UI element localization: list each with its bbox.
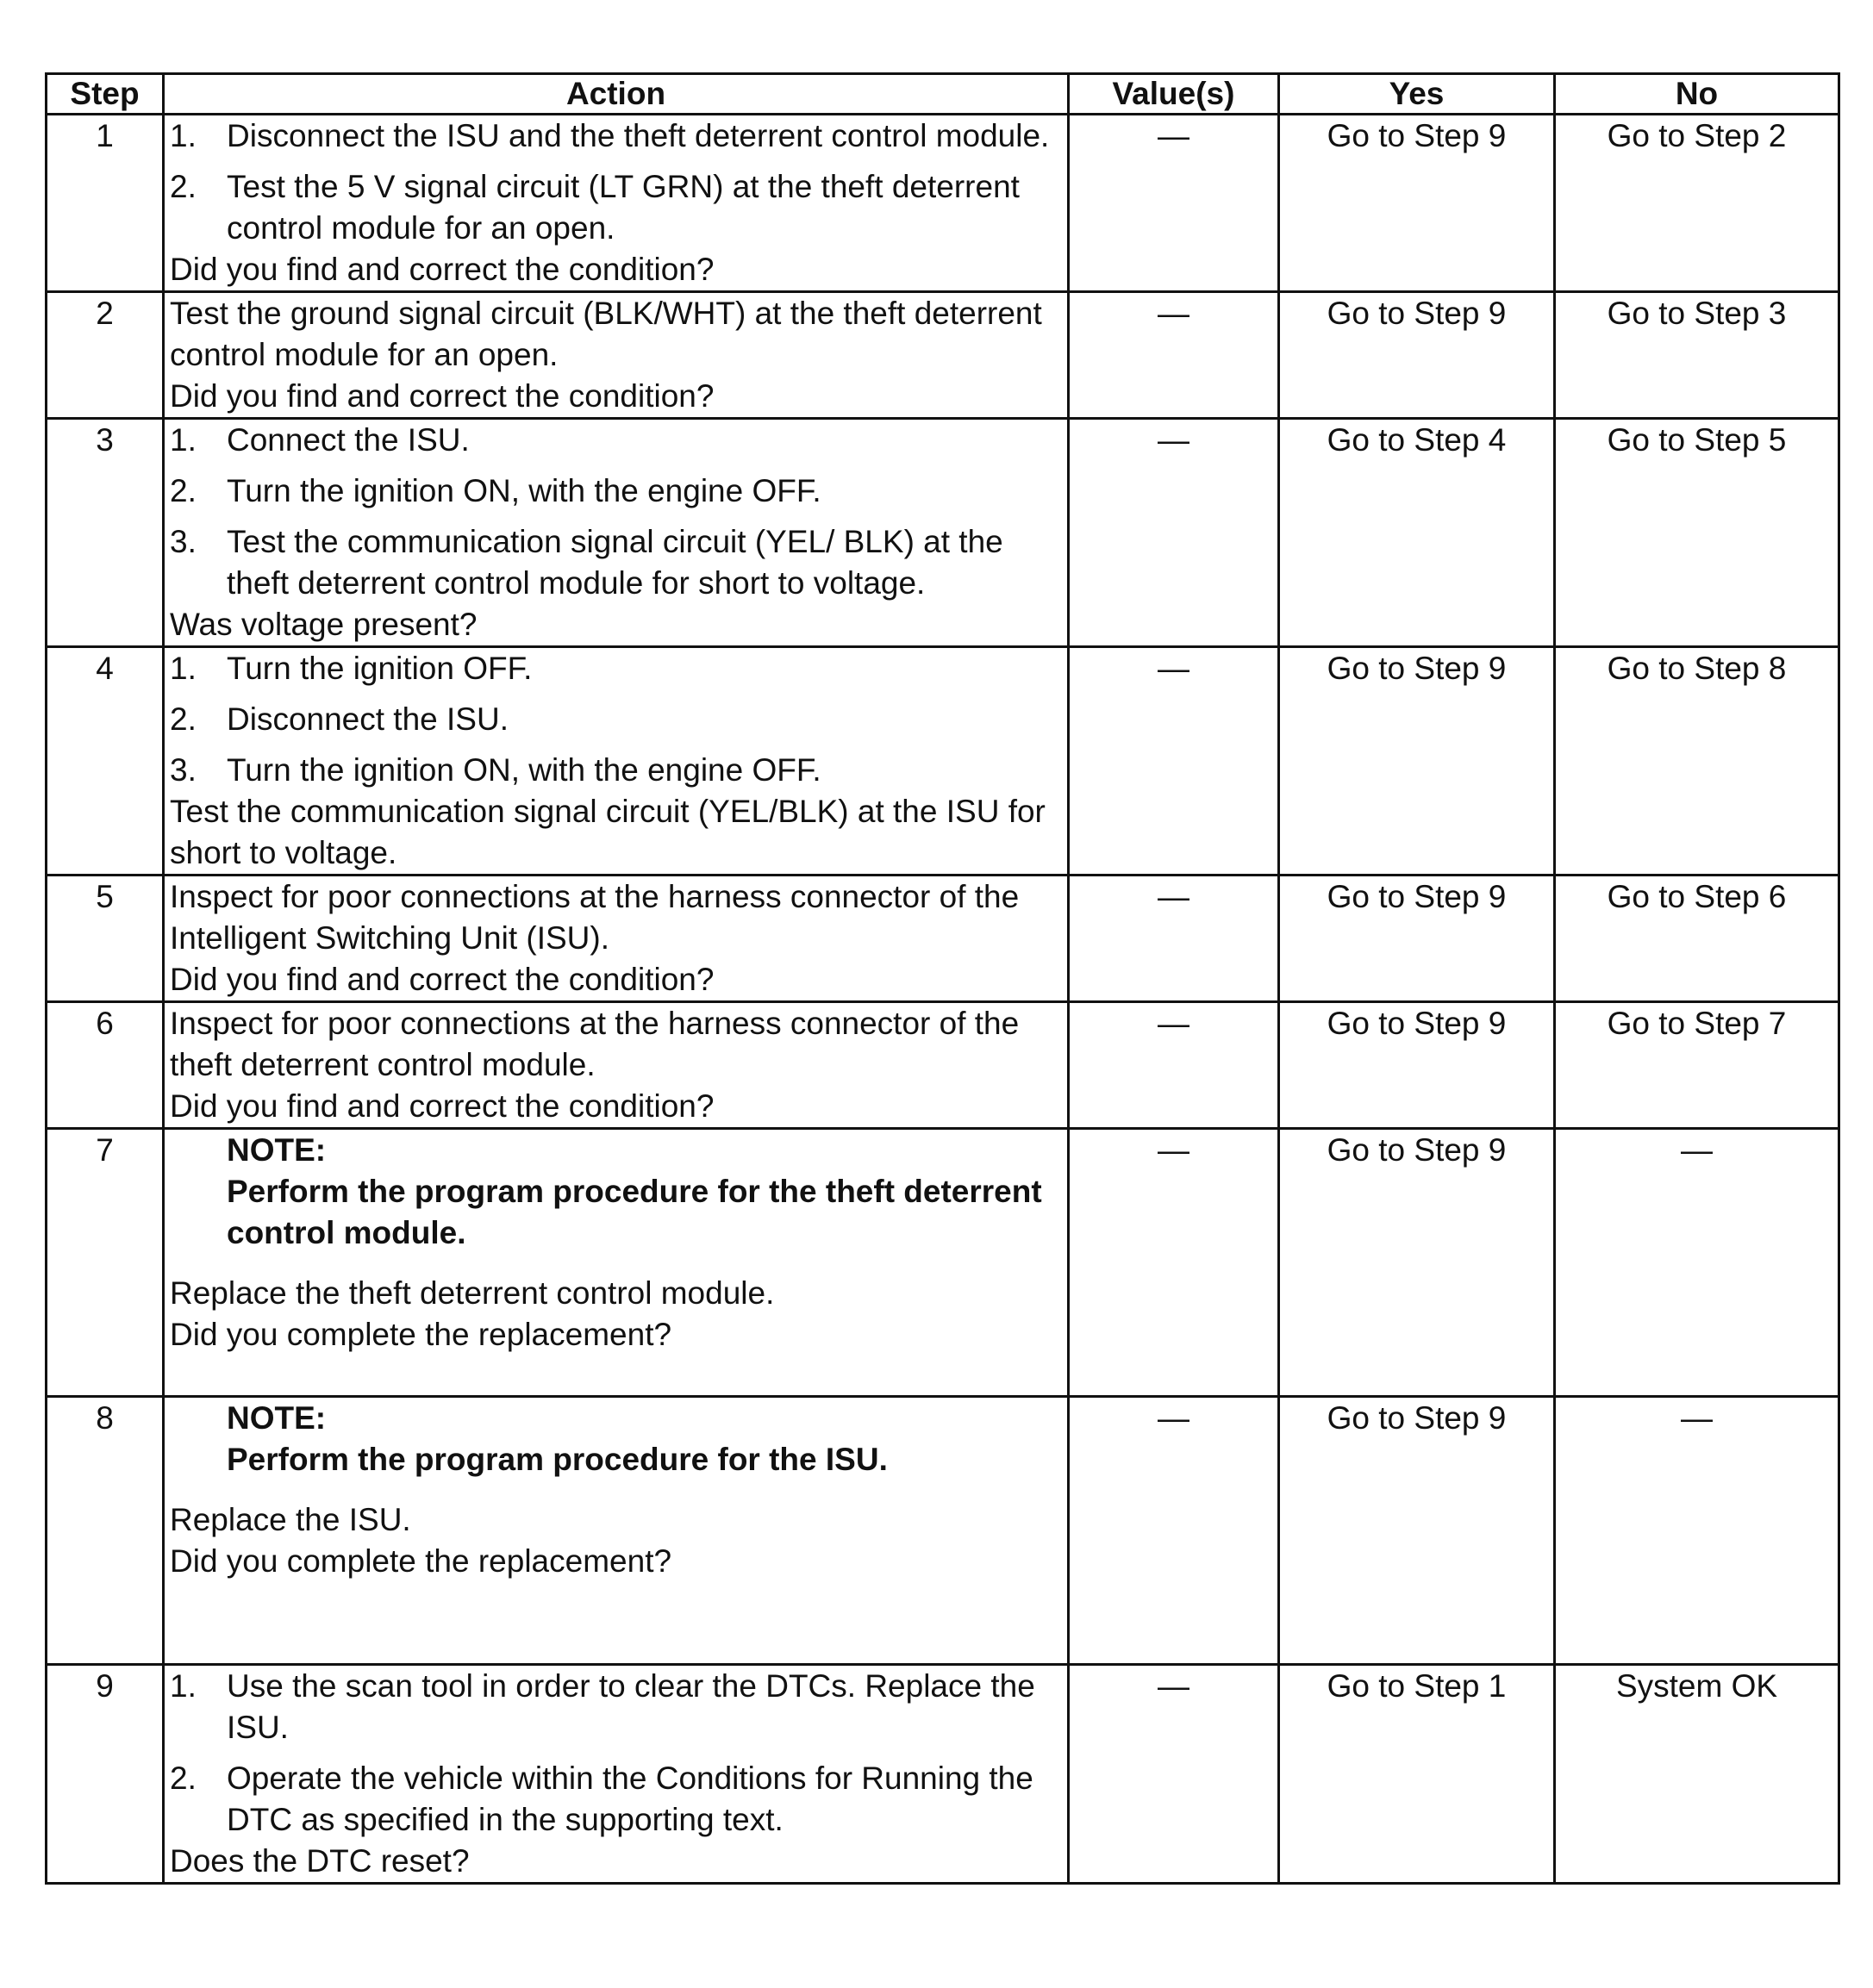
action-item-text: Disconnect the ISU. [227,701,509,737]
no-cell: Go to Step 8 [1555,647,1839,876]
action-item [170,1666,1062,1748]
action-item [170,420,1062,461]
table-row [47,115,1839,292]
value-cell: — [1069,1665,1279,1884]
action-item-number: 3. [170,752,197,788]
table-row [47,1002,1839,1129]
value-cell: — [1069,647,1279,876]
action-item-number: 2. [170,1761,197,1796]
table-row [47,292,1839,419]
table-row [47,876,1839,1002]
value-cell: — [1069,419,1279,647]
header-yes: Yes [1279,74,1555,115]
action-text: Test the ground signal circuit (BLK/WHT) at the theft deterrent control module for an open. [170,296,1042,372]
no-cell: — [1555,1397,1839,1665]
note-block [170,1398,1062,1480]
action-question: Test the communication signal circuit (YEL/BLK) at the ISU for short to voltage. [170,794,1046,870]
action-item-text: Disconnect the ISU and the theft deterrent control module. [227,118,1050,153]
action-question: Did you complete the replacement? [170,1543,672,1579]
note-text: Perform the program procedure for the theft deterrent control module. [227,1174,1042,1250]
action-item-number: 1. [170,651,197,686]
action-cell [164,1002,1069,1129]
action-cell [164,419,1069,647]
action-cell [164,1665,1069,1884]
yes-cell: Go to Step 9 [1279,292,1555,419]
action-item-number: 3. [170,524,197,559]
step-number: 2 [47,292,164,419]
no-cell: Go to Step 5 [1555,419,1839,647]
action-item [170,750,1062,791]
yes-cell: Go to Step 9 [1279,1397,1555,1665]
action-text: Replace the theft deterrent control module. [170,1275,775,1311]
table-row [47,647,1839,876]
step-number: 5 [47,876,164,1002]
diagnostic-table [45,72,1840,1885]
value-cell: — [1069,292,1279,419]
no-cell: — [1555,1129,1839,1397]
action-item-text: Use the scan tool in order to clear the DTCs. Replace the ISU. [227,1668,1035,1745]
action-question: Did you find and correct the condition? [170,378,715,414]
yes-cell: Go to Step 4 [1279,419,1555,647]
action-item [170,471,1062,512]
note-text: Perform the program procedure for the ISU. [227,1442,888,1477]
step-number: 8 [47,1397,164,1665]
yes-cell: Go to Step 9 [1279,876,1555,1002]
no-cell: Go to Step 7 [1555,1002,1839,1129]
step-number: 6 [47,1002,164,1129]
table-row [47,1665,1839,1884]
header-values: Value(s) [1069,74,1279,115]
no-cell: Go to Step 6 [1555,876,1839,1002]
action-question: Did you find and correct the condition? [170,1088,715,1124]
action-item-number: 1. [170,1668,197,1704]
action-item-number: 2. [170,169,197,204]
step-number: 9 [47,1665,164,1884]
step-number: 3 [47,419,164,647]
action-question: Was voltage present? [170,607,478,642]
action-item-number: 2. [170,473,197,508]
yes-cell: Go to Step 1 [1279,1665,1555,1884]
note-label: NOTE: [227,1400,327,1436]
note-block [170,1130,1062,1254]
action-item-text: Turn the ignition ON, with the engine OFF. [227,752,821,788]
note-label: NOTE: [227,1132,327,1168]
no-cell: System OK [1555,1665,1839,1884]
action-cell [164,1129,1069,1397]
action-cell [164,876,1069,1002]
action-question: Did you find and correct the condition? [170,962,715,997]
header-no: No [1555,74,1839,115]
value-cell: — [1069,115,1279,292]
action-text: Inspect for poor connections at the harness connector of the Intelligent Switching Unit (ISU). [170,879,1020,956]
table-row [47,1397,1839,1665]
action-item [170,115,1062,157]
action-item-text: Operate the vehicle within the Conditions for Running the DTC as specified in the supporting text. [227,1761,1033,1837]
step-number: 7 [47,1129,164,1397]
value-cell: — [1069,876,1279,1002]
action-item [170,648,1062,689]
header-step: Step [47,74,164,115]
no-cell: Go to Step 2 [1555,115,1839,292]
action-item-text: Test the 5 V signal circuit (LT GRN) at the theft deterrent control module for an open. [227,169,1020,246]
action-item [170,1758,1062,1841]
no-cell: Go to Step 3 [1555,292,1839,419]
value-cell: — [1069,1397,1279,1665]
action-cell [164,115,1069,292]
yes-cell: Go to Step 9 [1279,115,1555,292]
action-text: Inspect for poor connections at the harness connector of the theft deterrent control module. [170,1006,1020,1082]
yes-cell: Go to Step 9 [1279,1002,1555,1129]
step-number: 4 [47,647,164,876]
table-row [47,1129,1839,1397]
action-item-number: 2. [170,701,197,737]
action-cell [164,1397,1069,1665]
action-item [170,699,1062,740]
action-question: Does the DTC reset? [170,1843,470,1879]
action-question: Did you find and correct the condition? [170,252,715,287]
action-item-text: Turn the ignition ON, with the engine OFF. [227,473,821,508]
table-row [47,419,1839,647]
yes-cell: Go to Step 9 [1279,1129,1555,1397]
action-item [170,521,1062,604]
value-cell: — [1069,1002,1279,1129]
action-item-text: Turn the ignition OFF. [227,651,533,686]
action-question: Did you complete the replacement? [170,1317,672,1352]
diagnostic-table-page [45,72,1838,1885]
action-item-number: 1. [170,422,197,458]
yes-cell: Go to Step 9 [1279,647,1555,876]
action-item [170,166,1062,249]
header-row [47,74,1839,115]
action-cell [164,292,1069,419]
action-item-text: Connect the ISU. [227,422,470,458]
action-item-text: Test the communication signal circuit (YEL/ BLK) at the theft deterrent control module for short to voltage. [227,524,1003,601]
action-cell [164,647,1069,876]
value-cell: — [1069,1129,1279,1397]
header-action: Action [164,74,1069,115]
step-number: 1 [47,115,164,292]
action-item-number: 1. [170,118,197,153]
action-text: Replace the ISU. [170,1502,411,1537]
